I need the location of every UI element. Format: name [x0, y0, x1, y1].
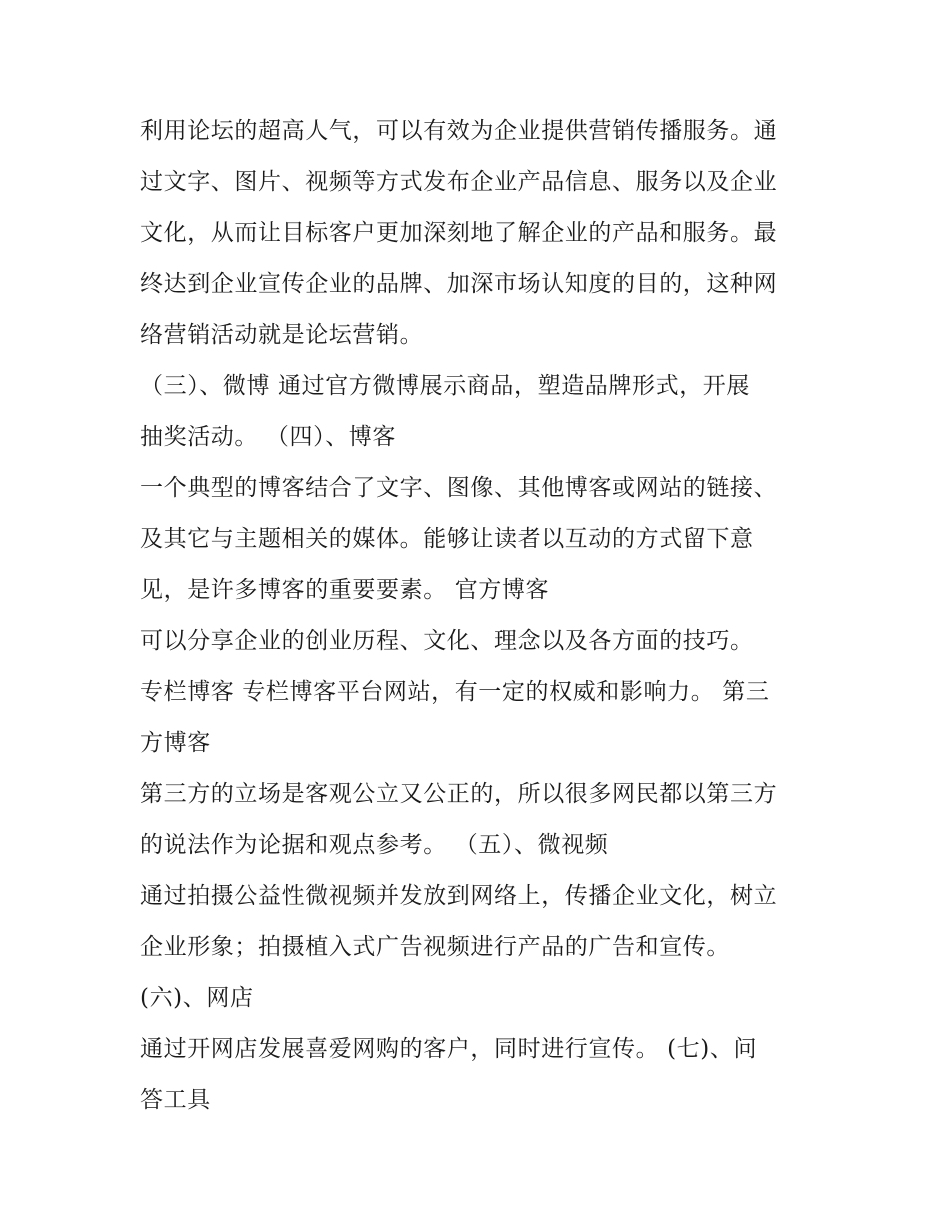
text-line: 第三方的立场是客观公立又公正的，所以很多网民都以第三方: [140, 781, 778, 807]
text-line: 专栏博客 专栏博客平台网站，有一定的权威和影响力。 第三: [140, 679, 770, 705]
document-body: [140, 106, 820, 1126]
section-heading-blog: 抽奖活动。 （四）、博客: [140, 424, 397, 450]
text-line: 文化，从而让目标客户更加深刻地了解企业的产品和服务。最: [140, 220, 778, 246]
text-line: 利用论坛的超高人气，可以有效为企业提供营销传播服务。通: [140, 118, 778, 144]
text-line: 一个典型的博客结合了文字、图像、其他博客或网站的链接、: [140, 475, 778, 501]
text-line: 企业形象；拍摄植入式广告视频进行产品的广告和宣传。: [140, 934, 730, 960]
section-heading-micro-video: 的说法作为论据和观点参考。 （五）、微视频: [140, 832, 609, 858]
section-heading-weibo: （三）、微博 通过官方微博展示商品，塑造品牌形式，开展: [140, 373, 751, 399]
text-line: 答工具: [140, 1087, 211, 1113]
text-line: 终达到企业宣传企业的品牌、加深市场认知度的目的，这种网: [140, 271, 778, 297]
text-line: 过文字、图片、视频等方式发布企业产品信息、服务以及企业: [140, 169, 778, 195]
text-line: 可以分享企业的创业历程、文化、理念以及各方面的技巧。: [140, 628, 754, 654]
text-line: 通过拍摄公益性微视频并发放到网络上，传播企业文化，树立: [140, 883, 778, 909]
section-heading-online-shop: (六)、网店: [140, 985, 254, 1011]
text-line: 方博客: [140, 730, 211, 756]
text-line: 见，是许多博客的重要要素。 官方博客: [140, 577, 550, 603]
text-line: 通过开网店发展喜爱网购的客户，同时进行宣传。 (七)、问: [140, 1036, 758, 1062]
text-line: 及其它与主题相关的媒体。能够让读者以互动的方式留下意: [140, 526, 754, 552]
text-line: 络营销活动就是论坛营销。: [140, 322, 424, 348]
